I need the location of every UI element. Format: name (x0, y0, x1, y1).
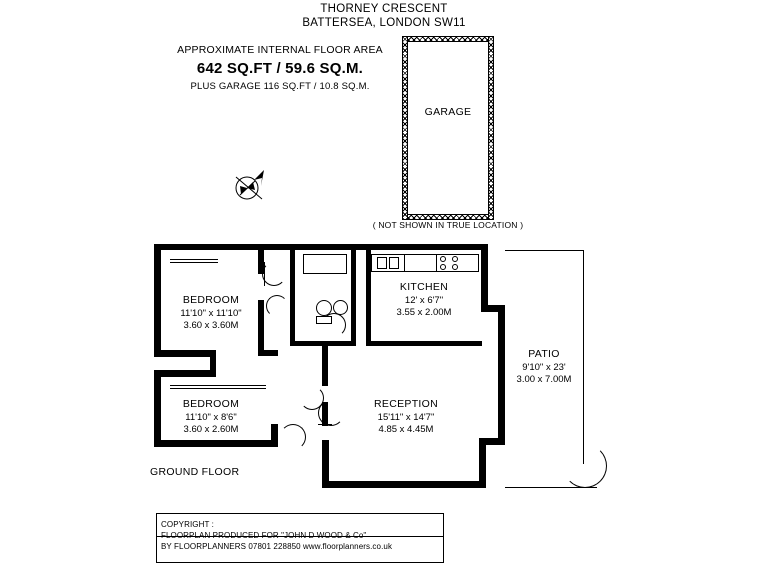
copyright-divider (156, 536, 444, 537)
room-dim-imperial: 11'10" x 8'6" (185, 412, 237, 423)
floor-level-label: GROUND FLOOR (150, 466, 240, 478)
bath-fixture-icon (303, 254, 347, 274)
hob-ring-2-icon (452, 256, 458, 262)
room-name: PATIO (528, 348, 560, 360)
sink-bowl-icon (377, 257, 387, 269)
kitchen-counter-div-1 (404, 254, 405, 272)
room-name: BEDROOM (182, 398, 240, 410)
room-dim-imperial: 11'10" x 11'10" (180, 308, 242, 319)
room-name: RECEPTION (374, 398, 438, 410)
room-dim-imperial: 12' x 6'7" (404, 295, 444, 306)
wall-bathroom-right (351, 250, 356, 346)
patio-corner-arc (563, 444, 607, 488)
door-bedroom1 (262, 262, 286, 286)
copyright-line-3: BY FLOORPLANNERS 07801 228850 www.floorplanners.co.uk (161, 542, 393, 551)
room-dim-imperial: 9'10" x 23' (522, 362, 566, 373)
room-dim-metric: 3.60 x 3.60M (183, 320, 239, 331)
title-line-1: THORNEY CRESCENT (320, 3, 448, 15)
garage-area-value: PLUS GARAGE 116 SQ.FT / 10.8 SQ.M. (190, 81, 370, 92)
toilet-cistern-icon (316, 316, 332, 324)
toilet-fixture-icon (316, 300, 332, 316)
wall-bottom-bedroom2 (154, 440, 278, 447)
room-name: KITCHEN (399, 281, 449, 293)
wall-right-step-lower (479, 438, 505, 445)
door-reception (318, 400, 344, 426)
room-label-patio (492, 348, 596, 385)
wall-right-upper (481, 244, 488, 310)
wall-hall-step (258, 350, 278, 356)
room-name: BEDROOM (182, 294, 240, 306)
door-bedroom1-leaf (264, 262, 265, 286)
door-hall-1 (266, 295, 288, 317)
garage-label: GARAGE (424, 106, 472, 118)
patio-line-top (505, 250, 583, 251)
wall-bedroom2-right (271, 424, 278, 447)
kitchen-counter-div-2 (436, 254, 437, 272)
room-dim-imperial: 15'11" x 14'7" (377, 412, 435, 423)
sink-drainer-icon (389, 257, 399, 269)
window-bedroom1-b (170, 262, 218, 263)
wall-left-jog (154, 350, 216, 357)
floor-area-heading: APPROXIMATE INTERNAL FLOOR AREA (177, 44, 383, 56)
copyright-box (156, 513, 444, 563)
window-bedroom1 (170, 259, 218, 260)
room-label-reception (344, 398, 468, 435)
room-label-bedroom-2 (156, 398, 266, 435)
room-dim-metric: 4.85 x 4.45M (378, 424, 434, 435)
room-label-kitchen (370, 281, 478, 318)
hob-ring-1-icon (440, 256, 446, 262)
wall-hall-reception-upper (322, 346, 328, 386)
hob-ring-4-icon (452, 264, 458, 270)
window-bedroom2 (170, 385, 266, 386)
room-dim-metric: 3.55 x 2.00M (396, 307, 452, 318)
wall-reception-right-lower (479, 440, 486, 488)
window-bedroom2-b (170, 388, 266, 389)
room-label-bedroom-1 (156, 294, 266, 331)
title-line-2: BATTERSEA, LONDON SW11 (302, 17, 466, 29)
wall-kitchen-bottom (366, 341, 482, 346)
basin-fixture-icon (333, 300, 348, 315)
wall-bathroom-left (290, 250, 295, 346)
copyright-line-1: COPYRIGHT : (161, 520, 214, 529)
wall-left-jog-lower (154, 370, 216, 377)
floor-area-value: 642 SQ.FT / 59.6 SQ.M. (196, 60, 364, 77)
room-dim-metric: 3.00 x 7.00M (516, 374, 572, 385)
wall-top (154, 244, 488, 250)
room-dim-metric: 3.60 x 2.60M (183, 424, 239, 435)
kitchen-counter-icon (371, 254, 479, 272)
garage-note: ( NOT SHOWN IN TRUE LOCATION ) (372, 220, 524, 230)
wall-reception-bottom (322, 481, 486, 488)
hob-ring-3-icon (440, 264, 446, 270)
door-bedroom2 (280, 424, 306, 450)
